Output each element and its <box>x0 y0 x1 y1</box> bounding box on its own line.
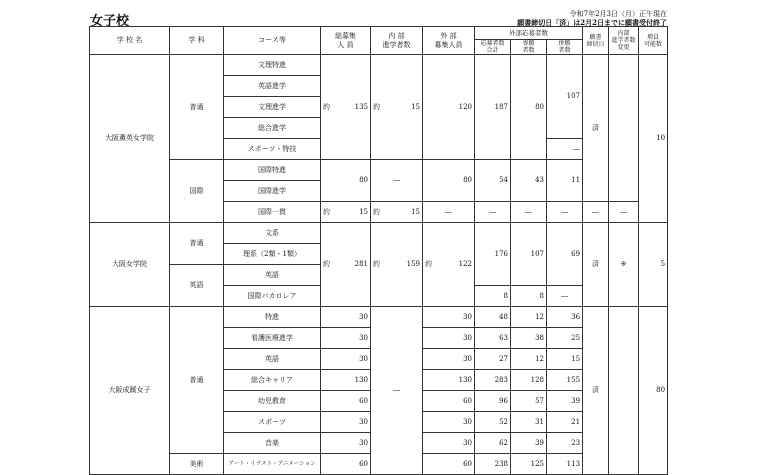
approx-mark: 約 <box>323 207 330 216</box>
external-cell: 130 <box>423 370 475 391</box>
total-cell: 30 <box>321 412 371 433</box>
admissions-table <box>89 26 668 475</box>
app-total-cell: 187 <box>475 55 511 160</box>
course-cell: 理系（2類・1類） <box>224 244 321 265</box>
gakka-cell: 普通 <box>170 55 224 160</box>
external-cell: 30 <box>423 328 475 349</box>
heigan-cell: 21 <box>547 412 583 433</box>
external-cell: 120 <box>423 55 475 160</box>
senkan-cell: 8 <box>511 286 547 307</box>
header-external: 外 部 募集人員 <box>423 27 475 55</box>
course-cell: 特進 <box>224 307 321 328</box>
total-value: 135 <box>354 102 368 111</box>
app-total-cell: 63 <box>475 328 511 349</box>
senkan-cell: 125 <box>511 454 547 475</box>
course-cell: 音楽 <box>224 433 321 454</box>
total-cell: 30 <box>321 328 371 349</box>
total-cell: 80 <box>321 160 371 202</box>
header-internal-change: 内部 進学者数 変更 <box>609 27 639 55</box>
internal-change-cell <box>609 307 639 475</box>
senkan-cell: 12 <box>511 349 547 370</box>
course-cell: アート・イラスト・アニメーション <box>224 454 321 475</box>
course-cell: 総合キャリア <box>224 370 321 391</box>
external-cell <box>423 223 475 307</box>
total-value: 281 <box>354 260 368 268</box>
heigan-cell: 15 <box>547 349 583 370</box>
total-cell: 60 <box>321 391 371 412</box>
senkan-cell: 43 <box>511 160 547 202</box>
header-course: コース等 <box>224 27 321 55</box>
course-cell: 国際進学 <box>224 181 321 202</box>
total-cell <box>321 223 371 307</box>
app-total-cell: 48 <box>475 307 511 328</box>
school-name: 大阪薫英女学院 <box>90 55 170 223</box>
header-increase: 増員 可能数 <box>639 27 668 55</box>
course-cell: 英語 <box>224 349 321 370</box>
course-cell: 文理進学 <box>224 97 321 118</box>
senkan-cell: ― <box>511 202 547 223</box>
heigan-cell: 155 <box>547 370 583 391</box>
senkan-cell: 39 <box>511 433 547 454</box>
header-app-heigan: 併願 者数 <box>547 40 583 55</box>
approx-mark: 約 <box>323 102 330 111</box>
internal-change-cell: ― <box>609 202 639 223</box>
heigan-cell: 69 <box>547 223 583 286</box>
total-cell: 30 <box>321 307 371 328</box>
deadline-note: 願書締切日「済」は2月2日までに願書受付終了 <box>517 18 667 27</box>
app-total-cell: 54 <box>475 160 511 202</box>
external-cell: 60 <box>423 454 475 475</box>
approx-mark: 約 <box>373 207 380 216</box>
app-total-cell: 52 <box>475 412 511 433</box>
total-cell: 60 <box>321 454 371 475</box>
deadline-cell: 済 <box>583 55 609 202</box>
table-row <box>90 223 668 244</box>
gakka-cell: 国際 <box>170 160 224 223</box>
school-name: 大阪女学院 <box>90 223 170 307</box>
external-cell: 30 <box>423 433 475 454</box>
course-cell: 幼児教育 <box>224 391 321 412</box>
gakka-cell: 普通 <box>170 307 224 454</box>
date-note: 令和7年2月3日（月）正午現在 <box>569 10 667 18</box>
app-total-cell: 62 <box>475 433 511 454</box>
heigan-cell: 25 <box>547 328 583 349</box>
course-cell: 国際特進 <box>224 160 321 181</box>
senkan-cell: 57 <box>511 391 547 412</box>
gakka-cell: 普通 <box>170 223 224 265</box>
course-cell: 英語進学 <box>224 76 321 97</box>
total-value: 15 <box>359 207 368 216</box>
course-cell: スポーツ <box>224 412 321 433</box>
senkan-cell: 31 <box>511 412 547 433</box>
internal-cell <box>371 223 423 307</box>
external-value: 122 <box>458 260 472 268</box>
gakka-cell: 美術 <box>170 454 224 475</box>
app-total-cell: 176 <box>475 223 511 286</box>
internal-cell: ― <box>371 160 423 202</box>
course-cell: 国際バカロレア <box>224 286 321 307</box>
header-gakka: 学 科 <box>170 27 224 55</box>
course-cell: 看護医療進学 <box>224 328 321 349</box>
deadline-cell: 済 <box>583 307 609 475</box>
increase-cell: 80 <box>639 307 668 475</box>
header-row <box>90 27 668 40</box>
course-cell: 文系 <box>224 223 321 244</box>
heigan-cell: 11 <box>547 160 583 202</box>
total-cell: 30 <box>321 349 371 370</box>
gakka-cell: 英語 <box>170 265 224 307</box>
table-row <box>90 307 668 328</box>
internal-value: 15 <box>411 102 420 111</box>
deadline-cell: 済 <box>583 223 609 307</box>
external-cell: 80 <box>423 160 475 202</box>
heigan-cell: 36 <box>547 307 583 328</box>
header-school: 学 校 名 <box>90 27 170 55</box>
app-total-cell: 96 <box>475 391 511 412</box>
course-cell: 総合進学 <box>224 118 321 139</box>
header-applicants-group: 外部応募者数 <box>475 27 583 40</box>
external-cell: 30 <box>423 307 475 328</box>
course-cell: スポーツ・特技 <box>224 139 321 160</box>
increase-cell: 10 <box>639 55 668 223</box>
heigan-cell: 23 <box>547 433 583 454</box>
internal-cell: ― <box>371 307 423 475</box>
heigan-cell: 107 <box>547 55 583 139</box>
header-internal: 内 部 進学者数 <box>371 27 423 55</box>
approx-mark: 約 <box>373 102 380 111</box>
table-row <box>90 160 668 181</box>
heigan-cell: ― <box>547 202 583 223</box>
header-deadline: 願書 締切日 <box>583 27 609 55</box>
internal-cell <box>371 55 423 160</box>
approx-mark: 約 <box>323 260 330 268</box>
external-cell: 30 <box>423 412 475 433</box>
course-cell: 英語 <box>224 265 321 286</box>
app-total-cell: 27 <box>475 349 511 370</box>
heigan-cell: 113 <box>547 454 583 475</box>
internal-value: 15 <box>411 207 420 216</box>
app-total-cell: 238 <box>475 454 511 475</box>
deadline-cell: ― <box>583 202 609 223</box>
heigan-cell: ― <box>547 139 583 160</box>
internal-change-cell: ※ <box>609 223 639 307</box>
heigan-cell: ― <box>547 286 583 307</box>
course-cell: 国際一貫 <box>224 202 321 223</box>
total-cell <box>321 55 371 160</box>
header-total-recruit: 総募集 人 員 <box>321 27 371 55</box>
external-cell: ― <box>423 202 475 223</box>
course-cell: 文理特進 <box>224 55 321 76</box>
external-cell: 60 <box>423 391 475 412</box>
header-app-senkan: 専願 者数 <box>511 40 547 55</box>
senkan-cell: 38 <box>511 328 547 349</box>
internal-change-cell <box>609 55 639 202</box>
senkan-cell: 80 <box>511 55 547 160</box>
internal-value: 159 <box>406 260 420 268</box>
page-title: 女子校 <box>90 14 130 29</box>
approx-mark: 約 <box>425 260 432 268</box>
total-cell: 130 <box>321 370 371 391</box>
school-name: 大阪成蹊女子 <box>90 307 170 475</box>
increase-cell: 5 <box>639 223 668 307</box>
app-total-cell: 283 <box>475 370 511 391</box>
app-total-cell: ― <box>475 202 511 223</box>
senkan-cell: 12 <box>511 307 547 328</box>
total-cell: 30 <box>321 433 371 454</box>
heigan-cell: 39 <box>547 391 583 412</box>
header-app-total: 応募者数 合計 <box>475 40 511 55</box>
table-row <box>90 55 668 76</box>
app-total-cell: 8 <box>475 286 511 307</box>
external-cell: 30 <box>423 349 475 370</box>
senkan-cell: 128 <box>511 370 547 391</box>
senkan-cell: 107 <box>511 223 547 286</box>
internal-cell <box>371 202 423 223</box>
approx-mark: 約 <box>373 260 380 268</box>
total-cell <box>321 202 371 223</box>
